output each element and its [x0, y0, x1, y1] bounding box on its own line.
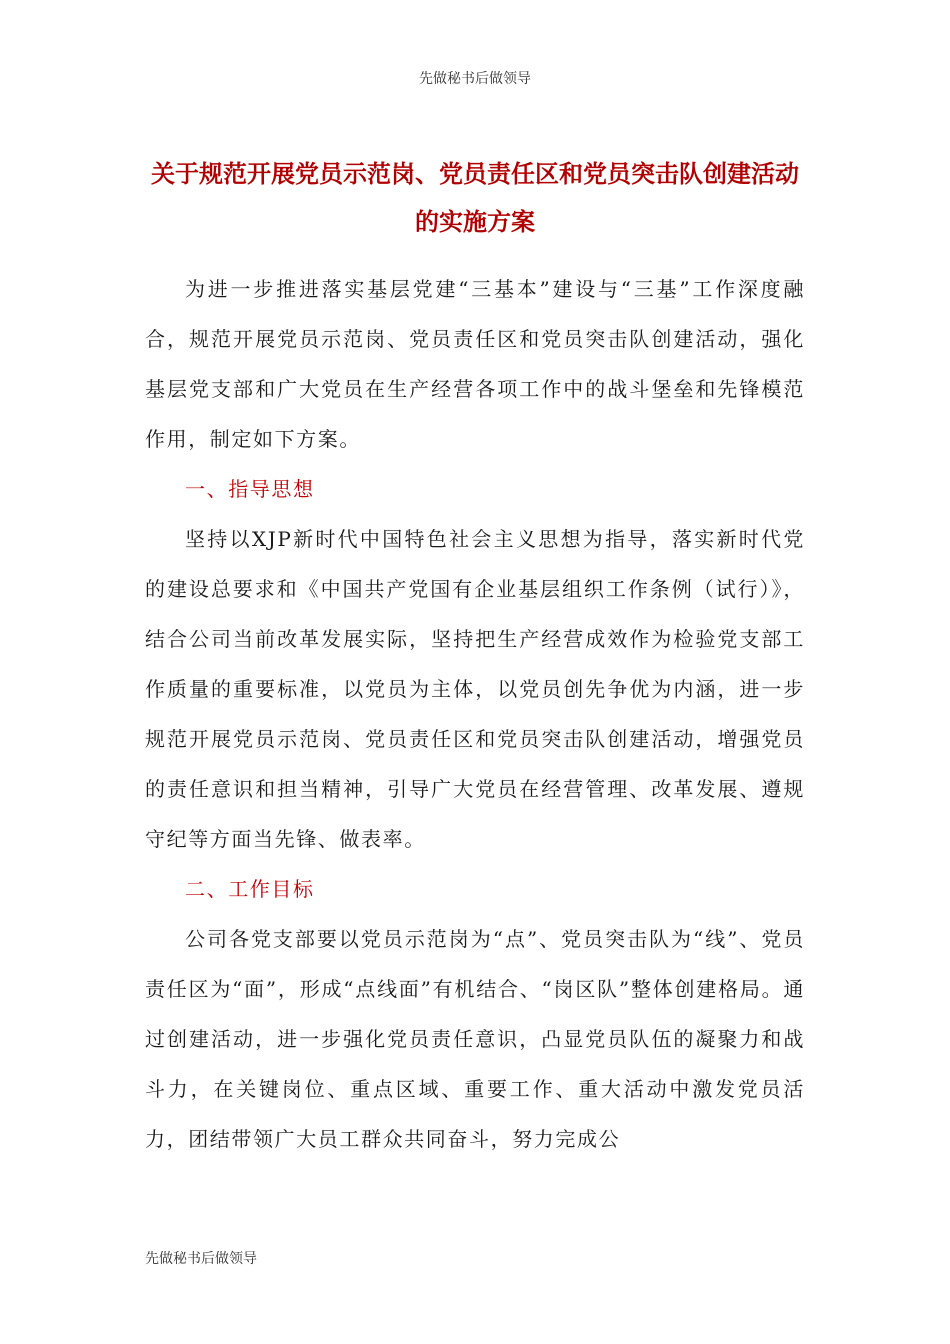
page-header: 先做秘书后做领导	[419, 71, 531, 87]
section-body-work-goals: 公司各党支部要以党员示范岗为“点”、党员突击队为“线”、党员责任区为“面”，形成“点线面”有机结合、“岗区队”整体创建格局。通过创建活动，进一步强化党员责任意识，凸显党员队伍的凝聚力和战斗力，在关键岗位、重点区域、重要工作、重大活动中激发党员活力，团结带领广大员工群众共同奋斗，努力完成公	[145, 927, 805, 1151]
document-body	[145, 264, 805, 1164]
section-heading-guiding-ideology: 一、指导思想	[185, 477, 315, 501]
section-heading-work-goals: 二、工作目标	[185, 877, 315, 901]
document-title: 关于规范开展党员示范岗、党员责任区和党员突击队创建活动的实施方案	[151, 159, 799, 236]
page-footer: 先做秘书后做领导	[145, 1251, 257, 1267]
intro-paragraph: 为进一步推进落实基层党建“三基本”建设与“三基”工作深度融合，规范开展党员示范岗、党员责任区和党员突击队创建活动，强化基层党支部和广大党员在生产经营各项工作中的战斗堡垒和先锋模范作用，制定如下方案。	[145, 277, 805, 451]
section-body-guiding-ideology: 坚持以XJP新时代中国特色社会主义思想为指导，落实新时代党的建设总要求和《中国共产党国有企业基层组织工作条例（试行）》，结合公司当前改革发展实际，坚持把生产经营成效作为检验党支部工作质量的重要标准，以党员为主体，以党员创先争优为内涵，进一步规范开展党员示范岗、党员责任区和党员突击队创建活动，增强党员的责任意识和担当精神，引导广大党员在经营管理、改革发展、遵规守纪等方面当先锋、做表率。	[145, 527, 805, 851]
